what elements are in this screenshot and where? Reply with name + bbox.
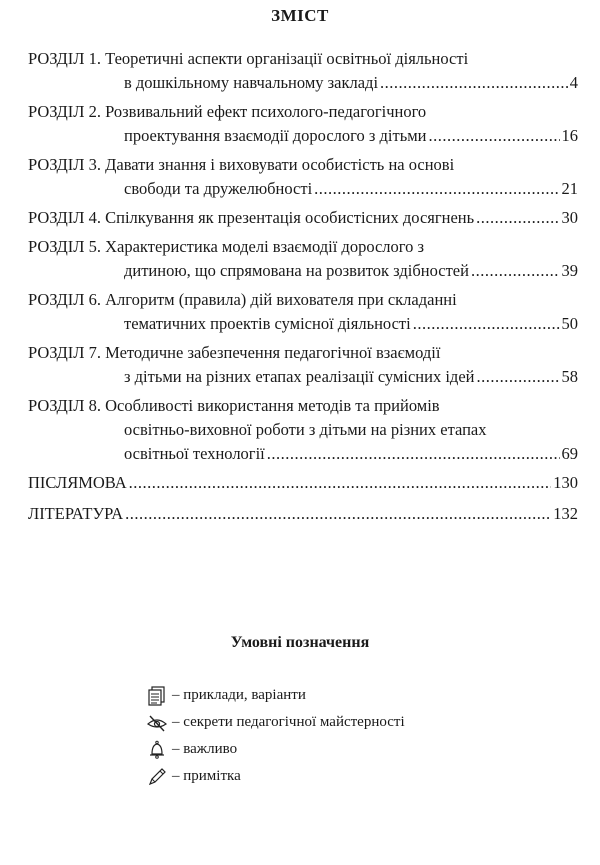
dot-leader <box>471 259 560 283</box>
legend-item <box>146 736 405 763</box>
toc-entry-text: РОЗДІЛ 7. Методичне забезпечення педагогічної взаємодії <box>28 343 441 362</box>
legend-item-text: – приклади, варіанти <box>172 687 306 703</box>
toc-entry-line <box>28 206 578 230</box>
toc-page-number: 4 <box>569 73 578 92</box>
toc-entry-line <box>28 235 578 259</box>
toc-entry-line <box>28 47 578 71</box>
toc-entry-line <box>28 177 578 201</box>
table-of-contents <box>28 47 578 533</box>
legend-title: Умовні позначення <box>230 634 370 651</box>
toc-page-number: 39 <box>561 261 578 280</box>
dot-leader <box>413 312 560 336</box>
toc-entry <box>28 206 578 230</box>
toc-entry-text: РОЗДІЛ 2. Розвивальний ефект психолого-педагогічного <box>28 102 427 121</box>
toc-entry-text: освітньої технології <box>124 444 265 463</box>
crossed-eye-icon <box>146 712 168 734</box>
toc-entry <box>28 47 578 95</box>
toc-entry-line <box>28 71 578 95</box>
toc-entry-line <box>28 471 578 495</box>
toc-entry-text: РОЗДІЛ 8. Особливості використання методів та прийомів <box>28 396 440 415</box>
dot-leader <box>129 471 552 495</box>
pencil-icon <box>146 766 168 788</box>
legend <box>146 682 405 790</box>
toc-entry <box>28 235 578 283</box>
dot-leader <box>476 365 559 389</box>
toc-entry-line <box>28 100 578 124</box>
toc-page-number: 21 <box>561 179 578 198</box>
toc-entry-line <box>28 259 578 283</box>
toc-entry <box>28 341 578 389</box>
legend-item <box>146 682 405 709</box>
toc-page-number: 69 <box>561 444 578 463</box>
toc-entry-line <box>28 442 578 466</box>
documents-icon <box>146 685 168 707</box>
toc-entry-text: РОЗДІЛ 5. Характеристика моделі взаємодії дорослого з <box>28 237 425 256</box>
legend-item-text: – секрети педагогічної майстерності <box>172 714 405 730</box>
toc-entry-text: свободи та дружелюбності <box>124 179 313 198</box>
toc-entry-text: РОЗДІЛ 6. Алгоритм (правила) дій вихователя при складанні <box>28 290 457 309</box>
dot-leader <box>476 206 559 230</box>
legend-item <box>146 709 405 736</box>
toc-page-number: 132 <box>553 504 578 523</box>
toc-entry <box>28 288 578 336</box>
toc-page-number: 130 <box>553 473 578 492</box>
dot-leader <box>267 442 560 466</box>
toc-entry-line <box>28 365 578 389</box>
toc-entry <box>28 394 578 466</box>
toc-page-number: 30 <box>561 208 578 227</box>
toc-entry-text: з дітьми на різних етапах реалізації сумісних ідей <box>124 367 475 386</box>
toc-entry-line <box>28 124 578 148</box>
toc-entry-text: ЛІТЕРАТУРА <box>28 504 124 523</box>
toc-entry-line <box>28 153 578 177</box>
toc-entry-line <box>28 288 578 312</box>
toc-entry-line <box>28 312 578 336</box>
dot-leader <box>314 177 559 201</box>
toc-entry-line <box>28 418 578 442</box>
toc-entry <box>28 153 578 201</box>
toc-entry-text: освітньо-виховної роботи з дітьми на різних етапах <box>124 420 487 439</box>
dot-leader <box>429 124 560 148</box>
dot-leader <box>125 502 551 526</box>
toc-entry-text: ПІСЛЯМОВА <box>28 473 127 492</box>
toc-entry-text: проектування взаємодії дорослого з дітьми <box>124 126 427 145</box>
legend-item-text: – примітка <box>172 768 241 784</box>
toc-page-number: 58 <box>561 367 578 386</box>
toc-entry-text: в дошкільному навчальному закладі <box>124 73 379 92</box>
toc-page-number: 50 <box>561 314 578 333</box>
legend-item-text: – важливо <box>172 741 238 757</box>
toc-entry-text: дитиною, що спрямована на розвиток здібностей <box>124 261 469 280</box>
toc-entry-text: РОЗДІЛ 3. Давати знання і виховувати особистість на основі <box>28 155 455 174</box>
dot-leader <box>380 71 568 95</box>
toc-entry-text: тематичних проектів сумісної діяльності <box>124 314 411 333</box>
toc-entry <box>28 502 578 526</box>
bell-icon <box>146 739 168 761</box>
toc-entry-line <box>28 341 578 365</box>
toc-page-number: 16 <box>561 126 578 145</box>
toc-entry-line <box>28 502 578 526</box>
toc-entry <box>28 471 578 495</box>
toc-entry-text: РОЗДІЛ 1. Теоретичні аспекти організації освітньої діяльності <box>28 49 469 68</box>
toc-entry-text: РОЗДІЛ 4. Спілкування як презентація особистісних досягнень <box>28 208 475 227</box>
legend-item <box>146 763 405 790</box>
toc-title: ЗМІСТ <box>271 6 329 25</box>
toc-entry <box>28 100 578 148</box>
toc-entry-line <box>28 394 578 418</box>
